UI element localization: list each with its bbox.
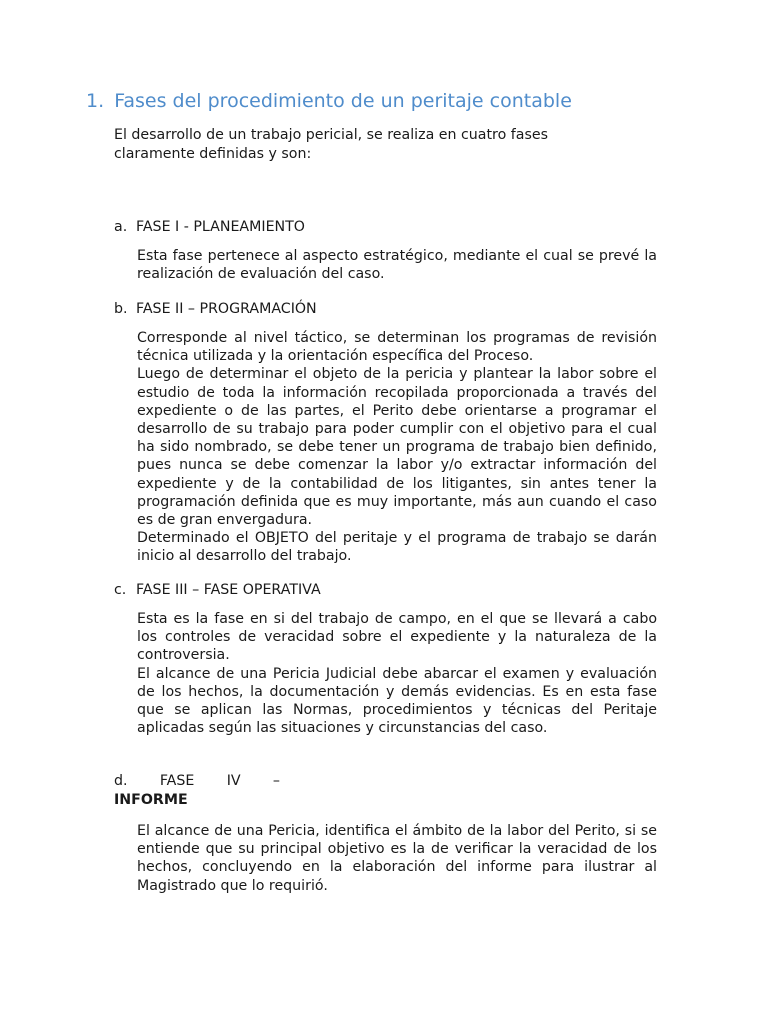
section-d-heading — [114, 772, 284, 810]
section-c-title: FASE III – FASE OPERATIVA — [136, 582, 321, 598]
section-d-paragraph: El alcance de una Pericia, identifica el ámbito de la labor del Perito, si se entiende que su principal objetivo es la de verificar la veracidad de los hechos, concluyendo en la elaboración del informe para ilustrar al Magistrado que lo requirió. — [137, 823, 657, 894]
section-c-paragraph-1: Esta es la fase en si del trabajo de campo, en el que se llevará a cabo los controles de veracidad sobre el expediente y la naturaleza de la controversia. — [137, 611, 657, 664]
section-d-letter: d. — [114, 773, 128, 789]
section-b-paragraph-3: Determinado el OBJETO del peritaje y el programa de trabajo se darán inicio al desarrollo del trabajo. — [137, 530, 657, 565]
section-a-paragraph: Esta fase pertenece al aspecto estratégico, mediante el cual se prevé la realización de evaluación del caso. — [137, 248, 657, 283]
section-b-body — [137, 329, 657, 566]
section-a-title: FASE I - PLANEAMIENTO — [136, 219, 305, 235]
section-c-body — [137, 610, 657, 737]
main-heading — [86, 90, 572, 112]
section-b-paragraph-1: Corresponde al nivel táctico, se determinan los programas de revisión técnica utilizada y la orientación específica del Proceso. — [137, 330, 657, 365]
section-d-title-word-1: FASE — [159, 773, 195, 789]
section-d-body — [137, 822, 657, 895]
heading-number: 1. — [86, 90, 105, 112]
section-b-paragraph-2: Luego de determinar el objeto de la pericia y plantear la labor sobre el estudio de toda la información recopilada proporcionada a través del expediente o de las partes, el Perito debe orientarse a programar el desarrollo de su trabajo para poder cumplir con el objetivo para el cual ha sido nombrado, se debe tener un programa de trabajo bien definido, pues nunca se debe comenzar la labor y/o extractar información del expediente y de la contabilidad de los litigantes, sin antes tener la programación definida que es muy importante, más aun cuando el caso es de gran envergadura. — [137, 366, 657, 529]
section-d-title-line-2: INFORME — [114, 792, 188, 808]
intro-paragraph: El desarrollo de un trabajo pericial, se realiza en cuatro fases claramente definidas y son: — [114, 127, 548, 162]
section-c-heading — [114, 581, 321, 600]
section-b-letter: b. — [114, 301, 128, 317]
heading-title: Fases del procedimiento de un peritaje contable — [114, 90, 572, 112]
section-c-letter: c. — [114, 582, 127, 598]
section-c-paragraph-2: El alcance de una Pericia Judicial debe abarcar el examen y evaluación de los hechos, la documentación y demás evidencias. Es en esta fase que se aplican las Normas, procedimientos y técnicas del Peritaje aplicadas según las situaciones y circunstancias del caso. — [137, 665, 657, 737]
section-a-letter: a. — [114, 219, 128, 235]
section-a-heading — [114, 218, 305, 237]
section-b-heading — [114, 300, 317, 319]
section-d-title-dash: – — [272, 773, 280, 789]
section-b-title: FASE II – PROGRAMACIÓN — [136, 301, 317, 317]
section-a-body — [137, 247, 657, 283]
section-d-title-word-2: IV — [226, 773, 241, 789]
